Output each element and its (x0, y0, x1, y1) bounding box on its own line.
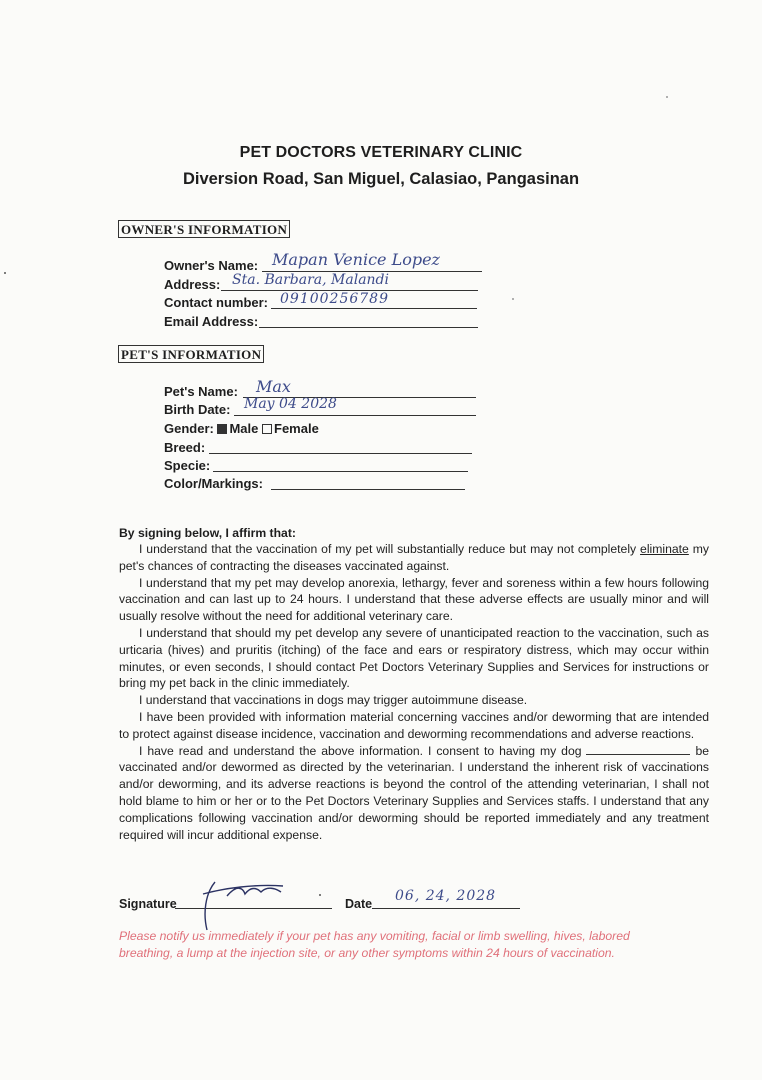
email-label: Email Address: (164, 314, 259, 329)
pet-section-heading: PET'S INFORMATION (118, 345, 264, 363)
gender-row (164, 421, 319, 437)
scan-speck (512, 298, 514, 300)
affirm-paragraph-4: I understand that vaccinations in dogs may trigger autoimmune disease. (139, 693, 528, 708)
address-label: Address: (164, 277, 221, 292)
female-label: Female (274, 421, 319, 436)
ink-dot (319, 894, 321, 896)
specie-line[interactable] (213, 471, 468, 472)
color-markings-line[interactable] (271, 489, 465, 490)
owner-name-value[interactable]: Mapan Venice Lopez (272, 250, 440, 269)
pet-name-label: Pet's Name: (164, 384, 238, 399)
birth-date-label: Birth Date: (164, 402, 231, 417)
eliminate-underlined: eliminate (640, 542, 689, 556)
male-checkbox[interactable] (217, 424, 227, 434)
male-label: Male (229, 421, 259, 436)
contact-label: Contact number: (164, 295, 268, 310)
affirm-paragraph-5: I have been provided with information material concerning vaccines and/or deworming that are intended to protect against disease incidence, vaccination and deworming recommendations and adverse reactions. (119, 709, 709, 741)
signature-label: Signature (119, 897, 177, 911)
contact-value[interactable]: 09100256789 (280, 291, 389, 307)
clinic-name: PET DOCTORS VETERINARY CLINIC (239, 144, 523, 161)
owner-name-label: Owner's Name: (164, 258, 259, 273)
specie-label: Specie: (164, 458, 211, 473)
female-checkbox[interactable] (262, 424, 272, 434)
clinic-address: Diversion Road, San Miguel, Calasiao, Pangasinan (182, 170, 580, 188)
contact-line (271, 308, 477, 309)
date-value[interactable]: 06, 24, 2028 (395, 888, 497, 904)
gender-label: Gender: (164, 421, 214, 436)
scan-speck (4, 272, 6, 274)
scan-speck (666, 96, 668, 98)
email-line[interactable] (259, 327, 478, 328)
dog-name-blank[interactable] (586, 744, 690, 755)
aftercare-note: Please notify us immediately if your pet has any vomiting, facial or limb swelling, hives, labored breathing, a lump at the injection site, or any other symptoms within 24 hours of vaccination. (119, 929, 630, 960)
owner-section-heading: OWNER'S INFORMATION (118, 220, 290, 238)
breed-label: Breed: (164, 440, 206, 455)
birth-date-line (234, 415, 476, 416)
affirm-paragraph-1: I understand that the vaccination of my pet will substantially reduce but may not completely eliminate my pet's chances of contracting the diseases vaccinated against. (119, 542, 709, 573)
affirm-paragraph-2: I understand that my pet may develop anorexia, lethargy, fever and soreness within a few hours following vaccination and can last up to 24 hours. I understand that these adverse effects are usually minor and will usually resolve without the need for additional veterinary care. (119, 575, 709, 624)
date-line (372, 908, 520, 909)
breed-line[interactable] (209, 453, 472, 454)
affirm-heading: By signing below, I affirm that: (119, 526, 296, 540)
affirm-paragraph-6: I have read and understand the above information. I consent to having my dog be vaccinated and/or dewormed as directed by the veterinarian. I understand the inherent risk of vaccinations and/or deworming, and its adverse reactions is beyond the control of the attending veterinarian, I shall not hold blame to him or her or to the Pet Doctors Veterinary Supplies and Services staffs. I understand that any complications following vaccination and/or deworming should be reported immediately and any treatment required will incur additional expense. (119, 743, 710, 842)
pet-name-value[interactable]: Max (256, 377, 291, 396)
color-markings-label: Color/Markings: (164, 476, 263, 491)
date-label: Date (345, 897, 373, 911)
affirm-body (119, 541, 709, 843)
birth-date-value[interactable]: May 04 2028 (244, 396, 337, 412)
affirm-paragraph-3: I understand that should my pet develop any severe of unanticipated reaction to the vaccination, such as urticaria (hives) and pruritis (itching) of the face and ears or respiratory distress, which may occur within minutes, or even seconds, I should contact Pet Doctors Veterinary Supplies and Services for instructions or bring my pet back in the clinic immediately. (119, 625, 709, 691)
signature-mark-icon (185, 874, 295, 934)
address-value[interactable]: Sta. Barbara, Malandi (232, 272, 390, 288)
